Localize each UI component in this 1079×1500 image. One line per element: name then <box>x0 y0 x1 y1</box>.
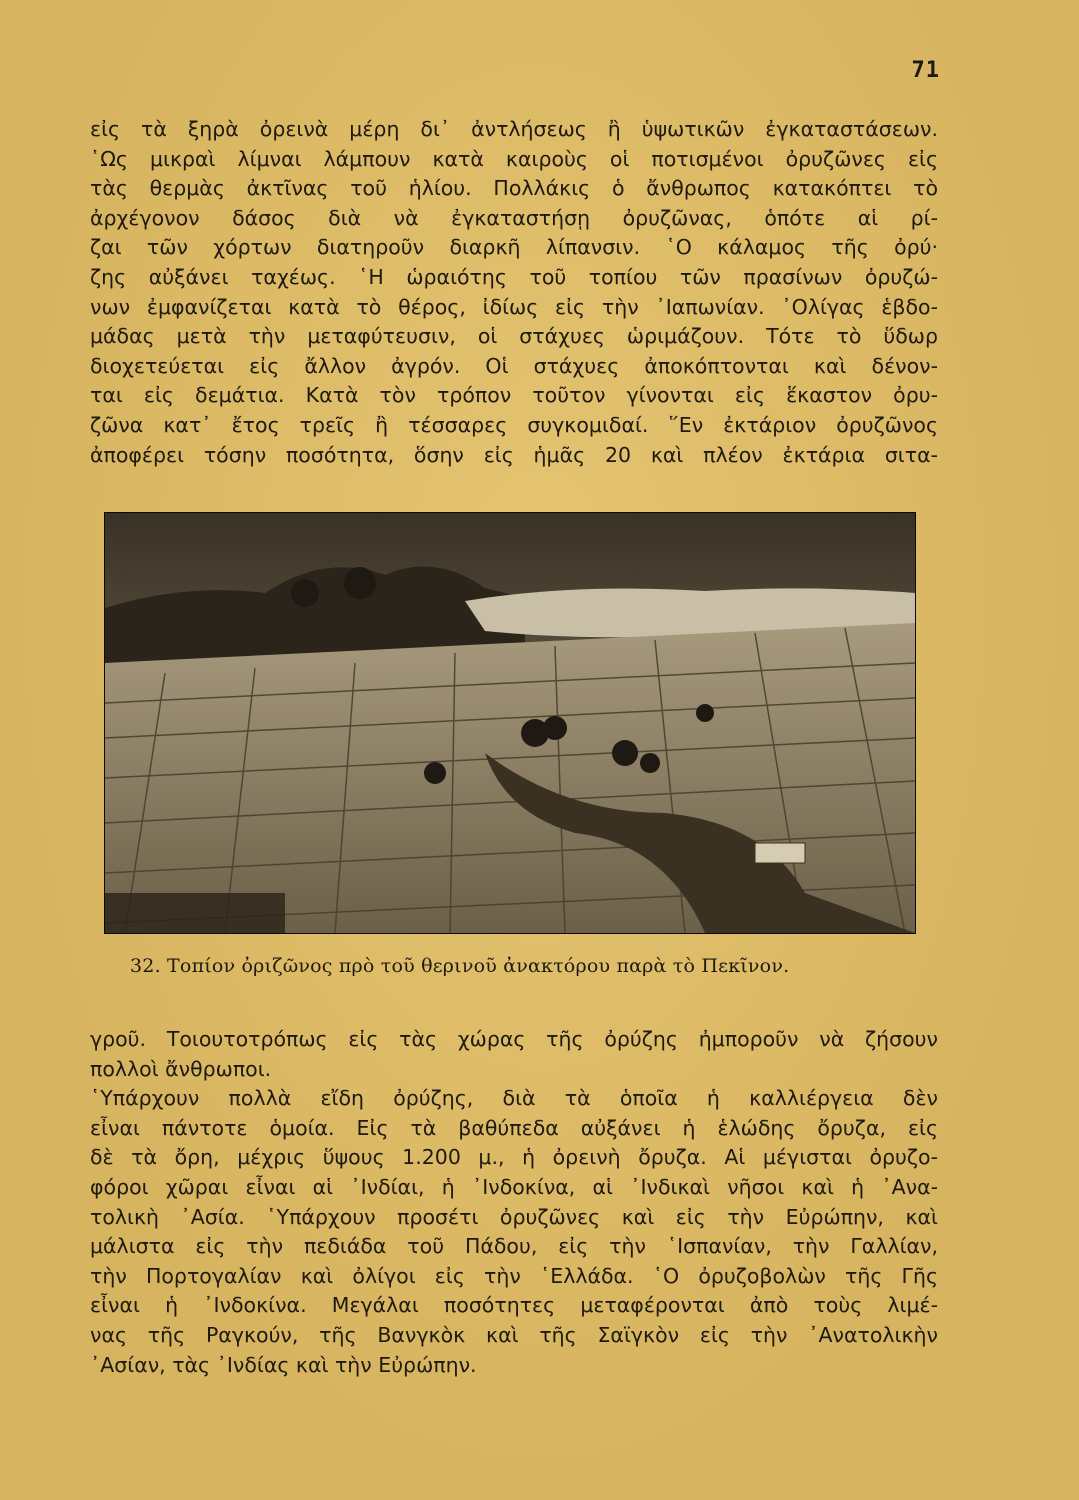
text-line: ζης αὐξάνει ταχέως. ῾Η ὡραιότης τοῦ τοπίου τῶν πρασίνων ὀρυζώ- <box>90 264 938 289</box>
page-number: 71 <box>911 58 940 83</box>
text-line: διοχετεύεται εἰς ἄλλον ἀγρόν. Οἱ στάχυες ἀποκόπτονται καὶ δένον- <box>90 353 938 378</box>
text-line: δὲ τὰ ὄρη, μέχρις ὕψους 1.200 μ., ἡ ὀρεινὴ ὄρυζα. Αἱ μέγισται ὀρυζο- <box>90 1145 938 1170</box>
text-line: ῾Υπάρχουν πολλὰ εἴδη ὀρύζης, διὰ τὰ ὁποῖα ἡ καλλιέργεια δὲν <box>90 1086 938 1111</box>
figure-caption: 32. Τοπίον ὀριζῶνος πρὸ τοῦ θερινοῦ ἀνακτόρου παρὰ τὸ Πεκῖνον. <box>130 955 790 977</box>
text-line: μάδας μετὰ τὴν μεταφύτευσιν, οἱ στάχυες ὡριμάζουν. Τότε τὸ ὕδωρ <box>90 324 938 349</box>
text-line: ᾿Ασίαν, τὰς ᾿Ινδίας καὶ τὴν Εὐρώπην. <box>90 1352 477 1377</box>
text-line: μάλιστα εἰς τὴν πεδιάδα τοῦ Πάδου, εἰς τὴν ῾Ισπανίαν, τὴν Γαλλίαν, <box>90 1234 938 1259</box>
text-line: ζῶνα κατ᾿ ἔτος τρεῖς ἢ τέσσαρες συγκομιδαί. ῞Εν ἐκτάριον ὀρυζῶνος <box>90 412 938 437</box>
text-line: εἶναι πάντοτε ὁμοία. Εἰς τὰ βαθύπεδα αὐξάνει ἡ ἑλώδης ὄρυζα, εἰς <box>90 1115 938 1140</box>
text-line: ἀποφέρει τόσην ποσότητα, ὅσην εἰς ἡμᾶς 20 καὶ πλέον ἐκτάρια σιτα- <box>90 442 938 467</box>
text-line: εἶναι ἡ ᾿Ινδοκίνα. Μεγάλαι ποσότητες μεταφέρονται ἀπὸ τοὺς λιμέ- <box>90 1293 938 1318</box>
text-line: πολλοὶ ἄνθρωποι. <box>90 1056 272 1081</box>
text-line: γροῦ. Τοιουτοτρόπως εἰς τὰς χώρας τῆς ὀρύζης ἠμποροῦν νὰ ζήσουν <box>90 1027 938 1051</box>
text-line: τὰς θερμὰς ἀκτῖνας τοῦ ἡλίου. Πολλάκις ὁ ἄνθρωπος κατακόπτει τὸ <box>90 176 938 201</box>
text-line: ζαι τῶν χόρτων διατηροῦν διαρκῆ λίπανσιν. ῾Ο κάλαμος τῆς ὀρύ· <box>90 235 938 260</box>
text-line: εἰς τὰ ξηρὰ ὀρεινὰ μέρη δι᾿ ἀντλήσεως ἢ ὑψωτικῶν ἐγκαταστάσεων. <box>90 117 938 141</box>
top-paragraph <box>90 115 938 470</box>
text-line: ται εἰς δεμάτια. Κατὰ τὸν τρόπον τοῦτον γίνονται εἰς ἕκαστον ὀρυ- <box>90 383 938 408</box>
text-line: τὴν Πορτογαλίαν καὶ ὀλίγοι εἰς τὴν ῾Ελλάδα. ῾Ο ὀρυζοβολὼν τῆς Γῆς <box>90 1263 938 1288</box>
text-line: νων ἐμφανίζεται κατὰ τὸ θέρος, ἰδίως εἰς τὴν ᾿Ιαπωνίαν. ᾿Ολίγας ἑβδο- <box>90 294 938 319</box>
text-line: ἀρχέγονον δάσος διὰ νὰ ἐγκαταστήσῃ ὀρυζῶνας, ὁπότε αἱ ρί- <box>90 205 938 230</box>
text-line: ῾Ως μικραὶ λίμναι λάμπουν κατὰ καιροὺς οἱ ποτισμένοι ὀρυζῶνες εἰς <box>90 146 938 171</box>
text-line: φόροι χῶραι εἶναι αἱ ᾿Ινδίαι, ἡ ᾿Ινδοκίνα, αἱ ᾿Ινδικαὶ νῆσοι καὶ ἡ ᾿Ανα- <box>90 1174 938 1199</box>
bottom-paragraph <box>90 1025 938 1380</box>
rice-field-photo <box>104 512 916 934</box>
text-line: τολικὴ ᾿Ασία. ῾Υπάρχουν προσέτι ὀρυζῶνες καὶ εἰς τὴν Εὐρώπην, καὶ <box>90 1204 938 1229</box>
text-line: νας τῆς Ραγκούν, τῆς Βανγκὸκ καὶ τῆς Σαϊγκὸν εἰς τὴν ᾿Ανατολικὴν <box>90 1322 938 1347</box>
